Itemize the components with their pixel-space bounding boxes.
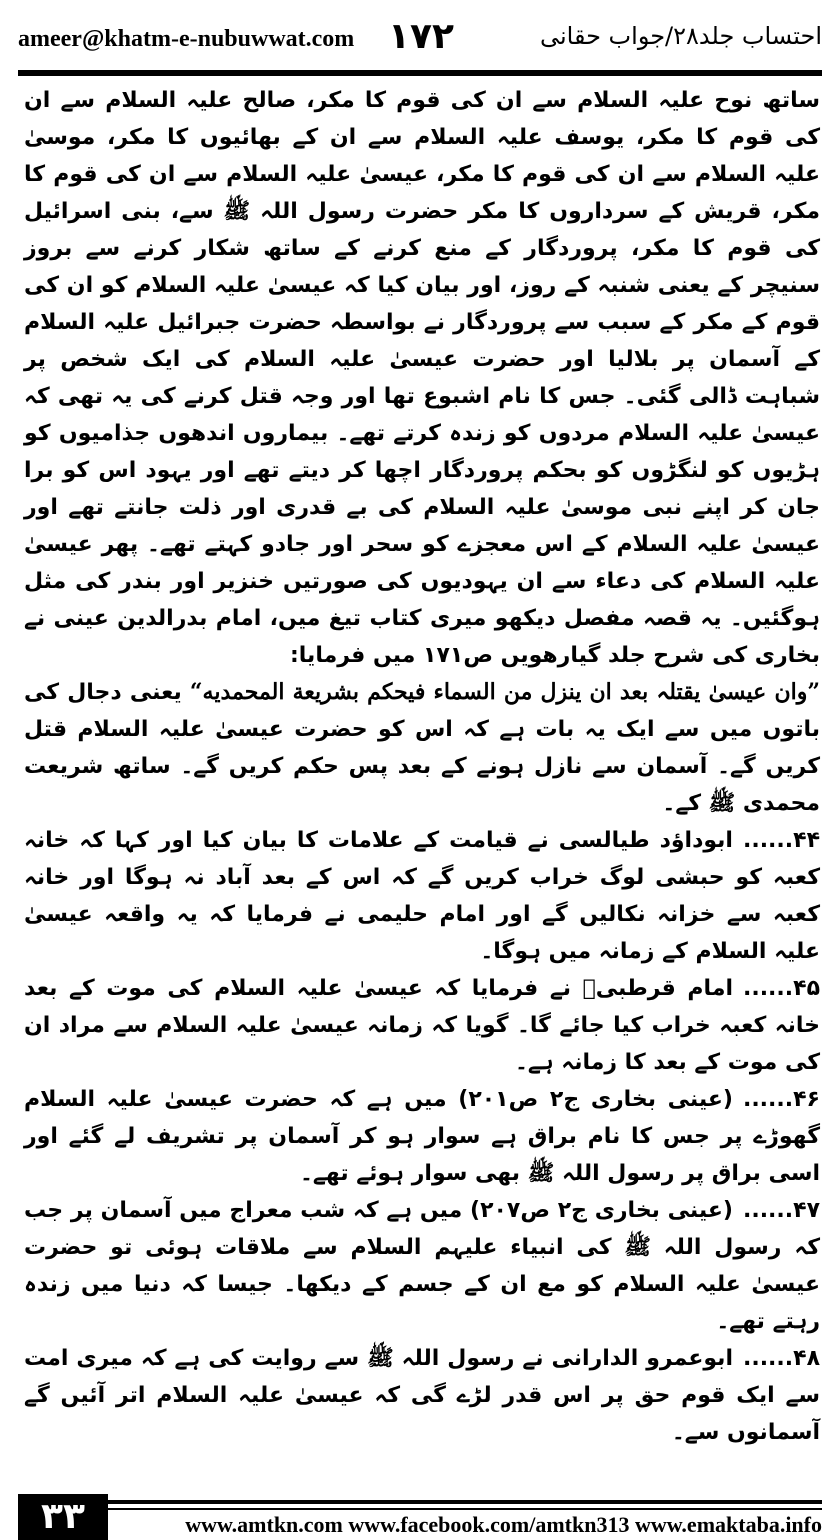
numbered-item-46 — [24, 1081, 820, 1192]
footer-divider-thin — [108, 1508, 822, 1510]
header-email: ameer@khatm-e-nubuwwat.com — [18, 26, 355, 52]
numbered-item-44 — [24, 822, 820, 970]
paragraph-main — [24, 82, 820, 674]
header-divider — [18, 70, 822, 76]
page-header — [18, 14, 822, 74]
page-body — [24, 82, 820, 1451]
item-text: (عینی بخاری ج۲ ص۲۰۱) میں ہے کہ حضرت عیسیٰ علیہ السلام گھوڑے پر جس کا نام براق ہے سوار ہو کر آسمان پر تشریف لے گئے اور اسی براق پر رسول اللہ ﷺ بھی سوار ہوئے تھے۔ — [24, 1087, 820, 1186]
quote-translation: یعنی دجال کی باتوں میں سے ایک یہ بات ہے کہ اس کو حضرت عیسیٰ علیہ السلام قتل کریں گے۔ آسمان سے نازل ہونے کے بعد پس حکم کریں گے۔ ساتھ شریعت محمدی ﷺ کے۔ — [24, 680, 820, 816]
item-number: ۴۶...... — [742, 1087, 820, 1112]
item-number: ۴۸...... — [742, 1346, 820, 1371]
footer-page-badge: ۳۳ — [18, 1494, 108, 1540]
arabic-quote: ”وان عیسیٰ یقتلہ بعد ان ینزل من السماء فیحکم بشریعة المحمدیه“ — [189, 679, 820, 705]
item-text: ابوعمرو الدارانی نے رسول اللہ ﷺ سے روایت کی ہے کہ میری امت سے ایک قوم حق پر اس قدر لڑے گی کہ عیسیٰ علیہ السلام اتر آئیں گے آسمانوں سے۔ — [24, 1346, 820, 1445]
header-title: احتساب جلد۲۸/جواب حقانی — [539, 22, 822, 50]
paragraph-quote — [24, 674, 820, 822]
numbered-item-48 — [24, 1340, 820, 1451]
item-text: امام قرطبیؒ نے فرمایا کہ عیسیٰ علیہ السلام کی موت کے بعد خانہ کعبہ خراب کیا جائے گا۔ گویا کہ زمانہ عیسیٰ علیہ السلام سے مراد ان کی موت کے بعد کا زمانہ ہے۔ — [24, 976, 820, 1075]
item-text: ابوداؤد طیالسی نے قیامت کے علامات کا بیان کیا اور کہا کہ خانہ کعبہ کو حبشی لوگ خراب کریں گے کہ اس کے بعد آباد نہ ہوگا اور خانہ کعبہ سے خزانہ نکالیں گے اور امام حلیمی نے فرمایا کہ یہ واقعہ عیسیٰ علیہ السلام کے زمانہ میں ہوگا۔ — [24, 828, 820, 964]
item-text: (عینی بخاری ج۲ ص۲۰۷) میں ہے کہ شب معراج میں آسمان پر جب کہ رسول اللہ ﷺ کی انبیاء علیہم السلام سے ملاقات ہوئی تو حضرت عیسیٰ علیہ السلام کو مع ان کے جسم کے دیکھا۔ جیسا کہ دنیا میں زندہ رہتے تھے۔ — [24, 1198, 820, 1334]
item-number: ۴۴...... — [742, 828, 820, 853]
item-number: ۴۷...... — [742, 1198, 820, 1223]
item-number: ۴۵...... — [742, 976, 820, 1001]
header-page-number: ۱۷۲ — [388, 16, 454, 57]
numbered-item-45 — [24, 970, 820, 1081]
paragraph-text: ساتھ نوح علیہ السلام سے ان کی قوم کا مکر، صالح علیہ السلام سے ان کی قوم کا مکر، یوسف علیہ السلام سے ان کے بھائیوں کا مکر، موسیٰ علیہ السلام سے ان کی قوم کا مکر، عیسیٰ علیہ السلام سے ان کی قوم کا مکر، قریش کے سرداروں کا مکر حضرت رسول اللہ ﷺ سے، بنی اسرائیل کی قوم کا مکر، پروردگار کے منع کرنے کے ساتھ شکار کرنے سے بروز سنیچر کے یعنی شنبہ کے روز، اور بیان کیا کہ عیسیٰ علیہ السلام کو ان کی قوم کے مکر کے سبب سے پروردگار نے بواسطہ حضرت جبرائیل علیہ السلام کے آسمان پر بلالیا اور حضرت عیسیٰ علیہ السلام کی ایک شخص پر شباہت ڈالی گئی۔ جس کا نام اشبوع تھا اور وجہ قتل کرنے کی یہ تھی کہ عیسیٰ علیہ السلام مردوں کو زندہ کرتے تھے۔ بیماروں اندھوں جذامیوں کو ہڑیوں کو لنگڑوں کو بحکم پروردگار اچھا کر دیتے تھے اور یہود اس کو برا جان کر اپنے نبی موسیٰ علیہ السلام کی بے قدری اور ذلت جانتے تھے اور عیسیٰ علیہ السلام کے اس معجزے کو سحر اور جادو کہتے تھے۔ پھر عیسیٰ علیہ السلام کی دعاء سے ان یہودیوں کی صورتیں خنزیر اور بندر کی مثل ہوگئیں۔ یہ قصہ مفصل دیکھو میری کتاب تیغ میں، امام بدرالدین عینی نے بخاری کی شرح جلد گیارھویں ص۱۷۱ میں فرمایا: — [24, 88, 820, 668]
footer-divider — [108, 1500, 822, 1504]
footer-links[interactable]: www.amtkn.com www.facebook.com/amtkn313 www.emaktaba.info — [185, 1512, 822, 1537]
numbered-item-47 — [24, 1192, 820, 1340]
